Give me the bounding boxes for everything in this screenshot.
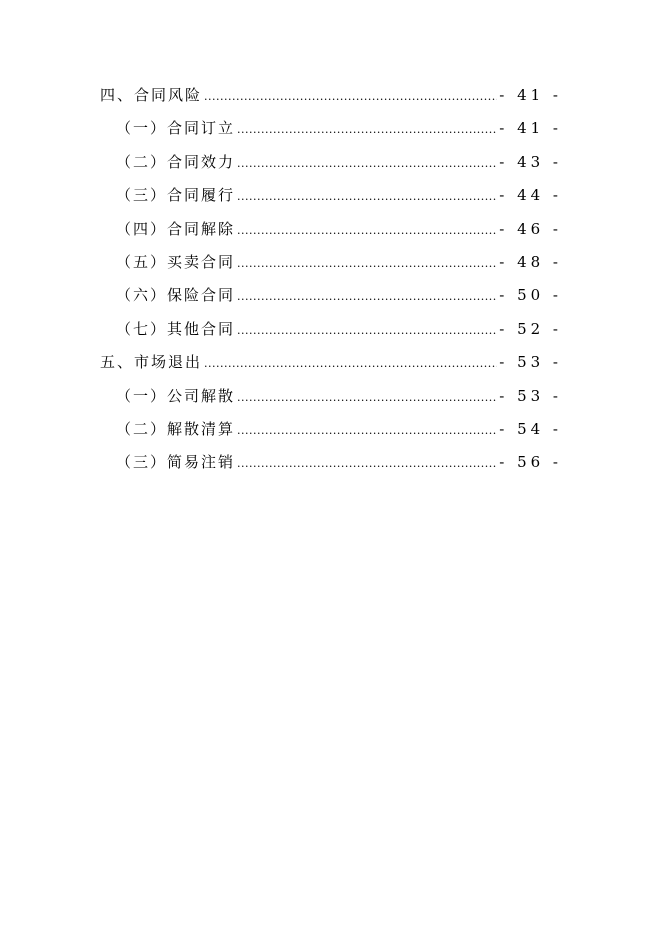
toc-entry-title: 四、合同风险 [100,86,203,104]
toc-entry-title: （七）其他合同 [116,319,236,338]
toc-entry-page: - 46 - [499,219,562,238]
toc-entry-contract-risk[interactable] [100,84,562,117]
toc-entry-page: - 43 - [499,152,562,171]
toc-dot-leader [237,224,497,237]
toc-dot-leader [237,391,497,404]
toc-entry-title: 五、市场退出 [100,353,203,372]
toc-entry-page: - 41 - [499,119,562,138]
toc-entry-market-exit[interactable] [100,351,562,384]
toc-entry-page: - 52 - [499,319,562,338]
toc-entry-other-contracts[interactable] [100,318,562,351]
toc-entry-page: - 53 - [499,353,562,372]
toc-dot-leader [237,157,497,170]
toc-entry-company-dissolution[interactable] [100,385,562,418]
toc-entry-page: - 48 - [499,252,562,271]
toc-entry-title: （五）买卖合同 [116,252,236,271]
toc-dot-leader [237,290,497,303]
toc-dot-leader [237,257,497,270]
toc-entry-page: - 54 - [499,419,562,438]
toc-entry-page: - 50 - [499,286,562,305]
toc-entry-sales-contract[interactable] [100,251,562,284]
toc-entry-page: - 53 - [499,386,562,405]
toc-dot-leader [237,324,497,337]
toc-entry-page: - 44 - [499,186,562,205]
toc-dot-leader [237,123,497,136]
toc-dot-leader [204,90,497,103]
toc-entry-title: （二）解散清算 [116,419,236,438]
toc-entry-title: （一）公司解散 [116,386,236,405]
toc-entry-title: （二）合同效力 [116,152,236,171]
toc-entry-title: （四）合同解除 [116,219,236,238]
toc-entry-page: - 41 - [499,86,562,104]
toc-entry-title: （三）简易注销 [116,453,236,472]
toc-entry-contract-validity[interactable] [100,151,562,184]
toc-entry-title: （一）合同订立 [116,119,236,138]
table-of-contents [100,84,562,485]
toc-entry-contract-termination[interactable] [100,218,562,251]
toc-dot-leader [237,424,497,437]
toc-dot-leader [237,457,497,470]
toc-dot-leader [204,357,497,370]
toc-entry-title: （六）保险合同 [116,286,236,305]
toc-entry-insurance-contract[interactable] [100,284,562,317]
toc-entry-simplified-deregistration[interactable] [100,451,562,484]
toc-entry-contract-performance[interactable] [100,184,562,217]
toc-entry-title: （三）合同履行 [116,186,236,205]
toc-entry-dissolution-liquidation[interactable] [100,418,562,451]
toc-entry-contract-formation[interactable] [100,117,562,150]
toc-dot-leader [237,190,497,203]
toc-entry-page: - 56 - [499,453,562,472]
